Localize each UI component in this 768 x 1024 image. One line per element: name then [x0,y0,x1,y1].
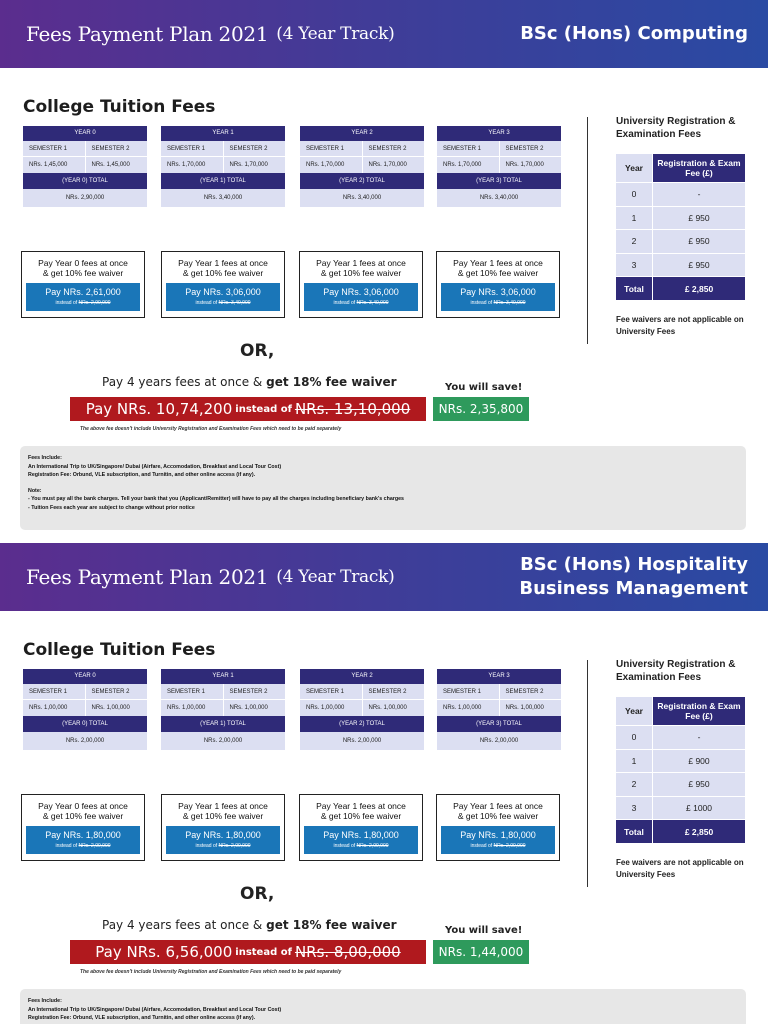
semester-2-fee: NRs. 1,00,000 [500,700,562,716]
cell-fee: - [652,726,745,749]
four-year-amount: Pay NRs. 6,56,000 [95,943,233,961]
semester-1-fee: NRs. 1,00,000 [161,700,224,716]
university-fees-table [616,154,745,301]
pay-amount: Pay NRs. 2,61,000 [45,287,121,297]
instead-of-label: instead of [55,843,78,849]
program-name: BSc (Hons) Hospitality Business Management [519,554,748,599]
instead-of-label: instead of [470,300,493,306]
fees-include-label: Fees Include: [28,455,62,461]
pay-box [161,794,285,861]
semester-1-label: SEMESTER 1 [161,141,224,157]
year-total-fee: NRs. 2,00,000 [161,732,285,750]
table-row [616,207,745,231]
pay-amount-box [304,826,418,854]
semester-1-fee: NRs. 1,00,000 [437,700,500,716]
cell-fee: £ 900 [652,750,745,773]
disclaimer: The above fee doesn't include University Registration and Examination Fees which need to be paid separately [80,969,342,975]
pay-amount: Pay NRs. 3,06,000 [460,287,536,297]
semester-2-label: SEMESTER 2 [500,684,562,700]
disclaimer: The above fee doesn't include University Registration and Examination Fees which need to be paid separately [80,426,342,432]
table-total-row [616,277,745,301]
year-header: YEAR 2 [300,126,424,141]
pay-boxes [21,251,561,319]
pay-amount-box [166,283,280,311]
pay-box-line-1: Pay Year 1 fees at once [453,258,543,268]
table-row [616,230,745,254]
year-table [23,126,147,207]
semester-2-fee: NRs. 1,70,000 [224,157,286,173]
pay-boxes [21,794,561,862]
track-label: (4 Year Track) [276,24,395,44]
table-row [616,797,745,821]
semester-1-fee: NRs. 1,70,000 [437,157,500,173]
pay-old-amount: NRs. 3,40,000 [356,300,389,306]
banner-title [26,543,394,611]
year-table [300,669,424,750]
pay-box [21,251,145,318]
save-amount: NRs. 1,44,000 [433,940,529,964]
pay-old-amount: NRs. 2,00,000 [493,843,526,849]
pay-box-line-2: & get 10% fee waiver [320,811,402,821]
divider [587,660,588,887]
semester-2-fee: NRs. 1,70,000 [363,157,425,173]
instead-of-label: instead of [235,946,292,958]
cell-year: 2 [616,773,652,796]
semester-2-label: SEMESTER 2 [86,684,148,700]
pay-amount-box [441,283,555,311]
pay-box-text [22,258,144,278]
notes-box [20,446,746,530]
pay-instead [304,299,418,307]
four-year-prefix: Pay 4 years fees at once & [102,918,263,932]
year-total-fee: NRs. 2,90,000 [23,189,147,207]
cell-fee: £ 950 [652,230,745,253]
pay-amount-box [26,283,140,311]
semester-2-label: SEMESTER 2 [363,141,425,157]
plan-title: Fees Payment Plan 2021 [26,565,269,589]
semester-1-fee: NRs. 1,45,000 [23,157,86,173]
year-total-label: (YEAR 0) TOTAL [23,173,147,189]
col-year: Year [616,154,652,182]
pay-box [21,794,145,861]
semester-1-label: SEMESTER 1 [300,684,363,700]
year-total-fee: NRs. 3,40,000 [437,189,561,207]
four-year-waiver: get 18% fee waiver [266,918,397,932]
pay-box-text [162,801,284,821]
pay-instead [441,842,555,850]
pay-amount-box [441,826,555,854]
year-table [161,669,285,750]
or-label: OR, [240,341,275,361]
track-label: (4 Year Track) [276,567,395,587]
semester-2-label: SEMESTER 2 [500,141,562,157]
instead-of-label: instead of [235,403,292,415]
fees-include-registration: Registration Fee: Orbund, VLE subscription, and Turnitin, and other online access (if any). [28,472,256,479]
pay-box-line-1: Pay Year 0 fees at once [38,258,128,268]
pay-old-amount: NRs. 2,00,000 [356,843,389,849]
pay-box [299,251,423,318]
pay-box-line-2: & get 10% fee waiver [457,811,539,821]
cell-year: 0 [616,183,652,206]
semester-1-label: SEMESTER 1 [437,684,500,700]
semester-1-label: SEMESTER 1 [161,684,224,700]
year-total-label: (YEAR 3) TOTAL [437,173,561,189]
pay-box-line-1: Pay Year 1 fees at once [316,258,406,268]
note-item: - Tuition Fees each year are subject to change without prior notice [28,504,195,511]
pay-box-line-2: & get 10% fee waiver [182,268,264,278]
cell-fee: - [652,183,745,206]
year-total-fee: NRs. 2,00,000 [437,732,561,750]
pay-box-text [437,801,559,821]
or-label: OR, [240,884,275,904]
four-year-amount: Pay NRs. 10,74,200 [85,400,233,418]
semester-2-label: SEMESTER 2 [224,141,286,157]
pay-box [436,251,560,318]
table-row [616,750,745,774]
pay-box-text [22,801,144,821]
year-header: YEAR 0 [23,126,147,141]
pay-box [436,794,560,861]
pay-old-amount: NRs. 2,90,000 [78,300,111,306]
semester-1-label: SEMESTER 1 [437,141,500,157]
pay-amount: Pay NRs. 1,80,000 [45,830,121,840]
pay-instead [166,299,280,307]
pay-amount-box [166,826,280,854]
semester-2-fee: NRs. 1,00,000 [363,700,425,716]
cell-year: 3 [616,254,652,277]
pay-box-line-2: & get 10% fee waiver [42,268,124,278]
instead-of-label: instead of [333,300,356,306]
four-year-waiver: get 18% fee waiver [266,375,397,389]
semester-2-fee: NRs. 1,70,000 [500,157,562,173]
year-table [437,126,561,207]
cell-fee: £ 950 [652,773,745,796]
year-total-label: (YEAR 3) TOTAL [437,716,561,732]
pay-instead [26,299,140,307]
banner [0,543,768,611]
save-amount: NRs. 2,35,800 [433,397,529,421]
cell-year: 2 [616,230,652,253]
year-header: YEAR 3 [437,669,561,684]
total-label: Total [616,277,652,300]
plan-title: Fees Payment Plan 2021 [26,22,269,46]
semester-1-label: SEMESTER 1 [300,141,363,157]
fees-include-registration: Registration Fee: Orbund, VLE subscription, and Turnitin, and other online access (if any). [28,1015,256,1022]
cell-year: 1 [616,750,652,773]
year-table [437,669,561,750]
year-total-label: (YEAR 1) TOTAL [161,173,285,189]
pay-old-amount: NRs. 3,40,000 [493,300,526,306]
fees-include-label: Fees Include: [28,998,62,1004]
total-label: Total [616,820,652,843]
note-label: Note: [28,487,42,494]
university-fees-note: Fee waivers are not applicable on University Fees [616,315,744,336]
four-year-offer [102,375,397,389]
table-total-row [616,820,745,844]
pay-box-line-2: & get 10% fee waiver [182,811,264,821]
pay-box-text [162,258,284,278]
semester-2-fee: NRs. 1,00,000 [224,700,286,716]
semester-1-label: SEMESTER 1 [23,684,86,700]
pay-old-amount: NRs. 3,40,000 [218,300,251,306]
table-header [616,697,745,726]
college-fees-title: College Tuition Fees [23,640,216,660]
year-header: YEAR 1 [161,669,285,684]
pay-amount: Pay NRs. 1,80,000 [185,830,261,840]
four-year-old-amount: NRs. 13,10,000 [294,400,411,418]
year-header: YEAR 1 [161,126,285,141]
pay-amount: Pay NRs. 1,80,000 [323,830,399,840]
year-total-label: (YEAR 0) TOTAL [23,716,147,732]
pay-amount-box [304,283,418,311]
four-year-pay-banner [70,397,426,421]
banner [0,0,768,68]
col-fee: Registration & Exam Fee (£) [652,697,745,725]
semester-2-label: SEMESTER 2 [86,141,148,157]
pay-amount: Pay NRs. 3,06,000 [323,287,399,297]
pay-box-line-2: & get 10% fee waiver [457,268,539,278]
total-value: £ 2,850 [652,820,745,843]
year-header: YEAR 3 [437,126,561,141]
pay-box-line-1: Pay Year 1 fees at once [316,801,406,811]
semester-2-label: SEMESTER 2 [363,684,425,700]
year-header: YEAR 2 [300,669,424,684]
four-year-old-amount: NRs. 8,00,000 [294,943,401,961]
table-row [616,183,745,207]
semester-1-fee: NRs. 1,00,000 [23,700,86,716]
year-total-label: (YEAR 1) TOTAL [161,716,285,732]
pay-old-amount: NRs. 2,00,000 [218,843,251,849]
year-total-fee: NRs. 2,00,000 [300,732,424,750]
save-label: You will save! [445,382,523,393]
pay-box [299,794,423,861]
pay-instead [26,842,140,850]
university-fees-title: University Registration & Examination Fees [616,116,736,140]
pay-old-amount: NRs. 2,00,000 [78,843,111,849]
pay-box-line-1: Pay Year 0 fees at once [38,801,128,811]
total-value: £ 2,850 [652,277,745,300]
pay-amount: Pay NRs. 1,80,000 [460,830,536,840]
year-header: YEAR 0 [23,669,147,684]
cell-fee: £ 950 [652,207,745,230]
fees-include-trip: An International Trip to UK/Singapore/ Dubai (Airfare, Accomodation, Breakfast and Local Tour Cost) [28,463,282,470]
pay-amount-box [26,826,140,854]
save-label: You will save! [445,925,523,936]
four-year-prefix: Pay 4 years fees at once & [102,375,263,389]
pay-box-line-2: & get 10% fee waiver [320,268,402,278]
instead-of-label: instead of [195,300,218,306]
table-row [616,726,745,750]
year-total-fee: NRs. 3,40,000 [300,189,424,207]
university-fees-title: University Registration & Examination Fees [616,659,736,683]
instead-of-label: instead of [55,300,78,306]
semester-1-fee: NRs. 1,70,000 [300,157,363,173]
semester-1-fee: NRs. 1,70,000 [161,157,224,173]
instead-of-label: instead of [195,843,218,849]
year-total-fee: NRs. 2,00,000 [23,732,147,750]
year-total-label: (YEAR 2) TOTAL [300,173,424,189]
year-table [161,126,285,207]
fees-include-trip: An International Trip to UK/Singapore/ Dubai (Airfare, Accomodation, Breakfast and Local Tour Cost) [28,1006,282,1013]
year-table [300,126,424,207]
four-year-pay-banner [70,940,426,964]
table-header [616,154,745,183]
cell-fee: £ 950 [652,254,745,277]
semester-2-label: SEMESTER 2 [224,684,286,700]
year-tables [23,126,563,212]
year-table [23,669,147,750]
pay-box-line-1: Pay Year 1 fees at once [453,801,543,811]
university-fees-table [616,697,745,844]
semester-2-fee: NRs. 1,00,000 [86,700,148,716]
cell-year: 1 [616,207,652,230]
pay-box-line-1: Pay Year 1 fees at once [178,258,268,268]
cell-year: 3 [616,797,652,820]
year-total-label: (YEAR 2) TOTAL [300,716,424,732]
cell-year: 0 [616,726,652,749]
instead-of-label: instead of [470,843,493,849]
four-year-offer [102,918,397,932]
hospitality-plan [0,543,768,1024]
pay-box-text [437,258,559,278]
pay-box-text [300,801,422,821]
table-row [616,254,745,278]
semester-1-label: SEMESTER 1 [23,141,86,157]
semester-2-fee: NRs. 1,45,000 [86,157,148,173]
university-fees-note: Fee waivers are not applicable on University Fees [616,858,744,879]
banner-title [26,0,394,68]
college-fees-title: College Tuition Fees [23,97,216,117]
year-total-fee: NRs. 3,40,000 [161,189,285,207]
year-tables [23,669,563,755]
pay-instead [166,842,280,850]
note-item: - You must pay all the bank charges. Tell your bank that you (Applicant/Remitter) will have to pay all the charges including beneficiary bank's charges [28,496,404,503]
instead-of-label: instead of [333,843,356,849]
table-row [616,773,745,797]
semester-1-fee: NRs. 1,00,000 [300,700,363,716]
pay-box-line-1: Pay Year 1 fees at once [178,801,268,811]
notes-box [20,989,746,1024]
cell-fee: £ 1000 [652,797,745,820]
pay-instead [304,842,418,850]
program-name: BSc (Hons) Computing [520,23,748,44]
pay-box [161,251,285,318]
pay-instead [441,299,555,307]
col-year: Year [616,697,652,725]
pay-box-text [300,258,422,278]
divider [587,117,588,344]
pay-amount: Pay NRs. 3,06,000 [185,287,261,297]
col-fee: Registration & Exam Fee (£) [652,154,745,182]
pay-box-line-2: & get 10% fee waiver [42,811,124,821]
